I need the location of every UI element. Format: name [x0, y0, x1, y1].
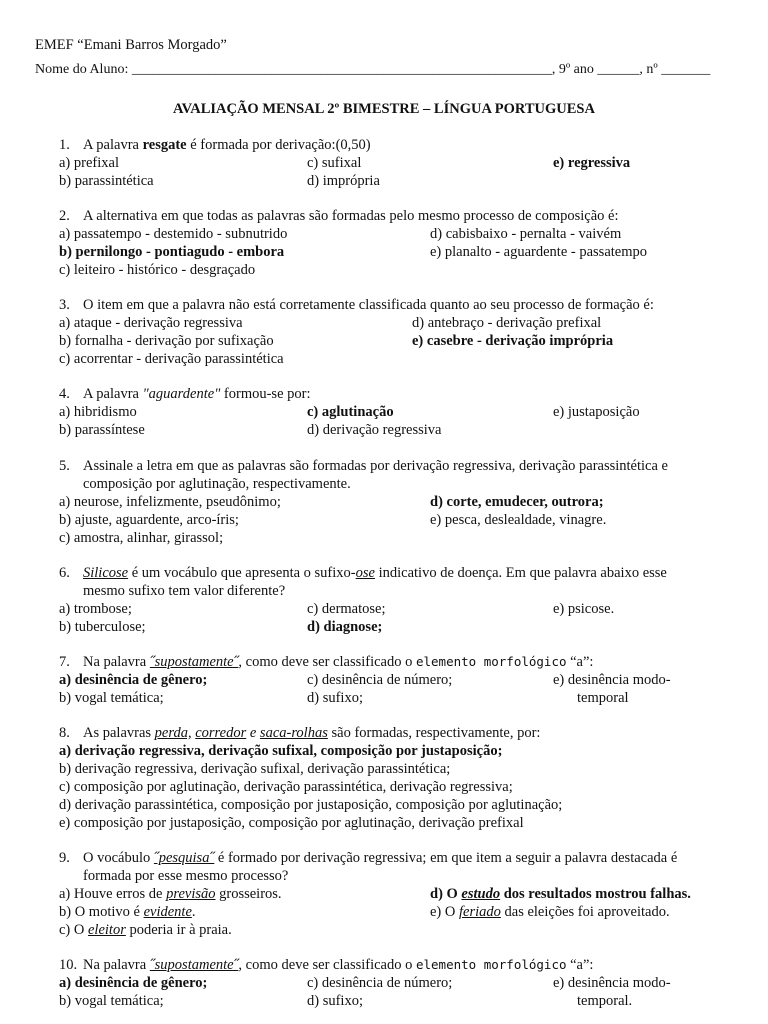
- option-a-answer: a) derivação regressiva, derivação sufixal, composição por justaposição;: [59, 743, 503, 759]
- option-c: c) O eleitor poderia ir à praia.: [59, 922, 232, 938]
- student-name-line: Nome do Aluno: ____________________________________________________________, 9º ano ______, nº _______: [35, 62, 711, 77]
- question-number: 6.: [59, 565, 70, 581]
- option-a-answer: a) desinência de gênero;: [59, 672, 208, 688]
- question-text: A palavra "aguardente" formou-se por:: [83, 386, 311, 402]
- option-e: e) O feriado das eleições foi aproveitado.: [430, 904, 670, 920]
- highlighted-word: "aguardente": [142, 386, 221, 402]
- question-text: As palavras perda, corredor e saca-rolhas são formadas, respectivamente, por:: [83, 725, 541, 741]
- exam-title: AVALIAÇÃO MENSAL 2º BIMESTRE – LÍNGUA PORTUGUESA: [173, 101, 595, 117]
- option-c: c) amostra, alinhar, girassol;: [59, 530, 224, 546]
- option-d-answer: d) corte, emudecer, outrora;: [430, 494, 604, 510]
- option-e: e) desinência modo-: [553, 672, 671, 688]
- question-number: 4.: [59, 386, 70, 402]
- question-number: 7.: [59, 654, 70, 670]
- highlighted-word: resgate: [142, 137, 187, 153]
- option-c: c) desinência de número;: [307, 975, 453, 991]
- question-text: O vocábulo ˝pesquisa˝ é formado por derivação regressiva; em que item a seguir a palavra destacada é: [83, 850, 678, 866]
- option-c: c) desinência de número;: [307, 672, 453, 688]
- option-c: c) leiteiro - histórico - desgraçado: [59, 262, 256, 278]
- highlighted-word: ˝supostamente˝: [149, 957, 239, 973]
- option-c: c) dermatose;: [307, 601, 386, 617]
- highlighted-word: ˝pesquisa˝: [153, 850, 215, 866]
- option-a: a) trombose;: [59, 601, 132, 617]
- option-e: e) planalto - aguardente - passatempo: [430, 244, 648, 260]
- option-a: a) neurose, infelizmente, pseudônimo;: [59, 494, 281, 510]
- option-d-answer: d) diagnose;: [307, 619, 383, 635]
- question-number: 5.: [59, 458, 70, 474]
- question-text: O item em que a palavra não está corretamente classificada quanto ao seu processo de formação é:: [83, 297, 654, 313]
- highlighted-suffix: ose: [355, 565, 375, 581]
- option-b: b) tuberculose;: [59, 619, 146, 635]
- option-d-answer: d) O estudo dos resultados mostrou falhas.: [430, 886, 691, 902]
- question-number: 1.: [59, 137, 70, 153]
- highlighted-word: Silicose: [83, 565, 129, 581]
- option-d: d) sufixo;: [307, 690, 363, 706]
- option-a-answer: a) desinência de gênero;: [59, 975, 208, 991]
- option-e-answer: e) casebre - derivação imprópria: [412, 333, 614, 349]
- option-d: d) sufixo;: [307, 993, 363, 1009]
- option-e-cont: temporal.: [577, 993, 633, 1009]
- highlighted-word: ˝supostamente˝: [149, 654, 239, 670]
- option-d: d) cabisbaixo - pernalta - vaivém: [430, 226, 622, 242]
- option-c-answer: c) aglutinação: [307, 404, 394, 420]
- option-d: d) derivação regressiva: [307, 422, 442, 438]
- question-text: Assinale a letra em que as palavras são formadas por derivação regressiva, derivação parassintética e: [83, 458, 668, 474]
- option-e: e) psicose.: [553, 601, 615, 617]
- option-b: b) O motivo é evidente.: [59, 904, 196, 920]
- option-c: c) sufixal: [307, 155, 362, 171]
- option-b: b) derivação regressiva, derivação sufixal, derivação parassintética;: [59, 761, 451, 777]
- option-e: e) desinência modo-: [553, 975, 671, 991]
- option-a: a) prefixal: [59, 155, 119, 171]
- option-d: d) imprópria: [307, 173, 380, 189]
- option-a: a) Houve erros de previsão grosseiros.: [59, 886, 282, 902]
- option-e: e) composição por justaposição, composição por aglutinação, derivação prefixal: [59, 815, 524, 831]
- question-number: 2.: [59, 208, 70, 224]
- option-e-answer: e) regressiva: [553, 155, 631, 171]
- question-text-cont: mesmo sufixo tem valor diferente?: [83, 583, 286, 599]
- option-e: e) pesca, deslealdade, vinagre.: [430, 512, 607, 528]
- option-a: a) ataque - derivação regressiva: [59, 315, 243, 331]
- option-b: b) vogal temática;: [59, 993, 164, 1009]
- question-text: Na palavra ˝supostamente˝, como deve ser classificado o elemento morfológico “a”:: [83, 957, 594, 973]
- option-a: a) passatempo - destemido - subnutrido: [59, 226, 288, 242]
- question-text-cont: formada por esse mesmo processo?: [83, 868, 289, 884]
- question-text: A palavra resgate é formada por derivação:(0,50): [83, 137, 371, 153]
- option-d: d) derivação parassintética, composição por justaposição, composição por aglutinação;: [59, 797, 563, 813]
- question-text: Silicose é um vocábulo que apresenta o sufixo-ose indicativo de doença. Em que palavra abaixo esse: [83, 565, 667, 581]
- option-e-cont: temporal: [577, 690, 629, 706]
- question-text: A alternativa em que todas as palavras são formadas pelo mesmo processo de composição é:: [83, 208, 619, 224]
- question-number: 8.: [59, 725, 70, 741]
- option-b: b) ajuste, aguardente, arco-íris;: [59, 512, 239, 528]
- option-b-answer: b) pernilongo - pontiagudo - embora: [59, 244, 285, 260]
- question-number: 3.: [59, 297, 70, 313]
- question-number: 9.: [59, 850, 70, 866]
- question-number: 10.: [59, 957, 78, 973]
- option-d: d) antebraço - derivação prefixal: [412, 315, 602, 331]
- option-c: c) acorrentar - derivação parassintética: [59, 351, 284, 367]
- school-name: EMEF “Emani Barros Morgado”: [35, 37, 227, 53]
- option-c: c) composição por aglutinação, derivação parassintética, derivação regressiva;: [59, 779, 513, 795]
- option-a: a) hibridismo: [59, 404, 137, 420]
- option-b: b) parassíntese: [59, 422, 145, 438]
- option-b: b) fornalha - derivação por sufixação: [59, 333, 274, 349]
- question-text: Na palavra ˝supostamente˝, como deve ser classificado o elemento morfológico “a”:: [83, 654, 594, 670]
- option-b: b) parassintética: [59, 173, 154, 189]
- option-e: e) justaposição: [553, 404, 640, 420]
- option-b: b) vogal temática;: [59, 690, 164, 706]
- question-text-cont: composição por aglutinação, respectivamente.: [83, 476, 351, 492]
